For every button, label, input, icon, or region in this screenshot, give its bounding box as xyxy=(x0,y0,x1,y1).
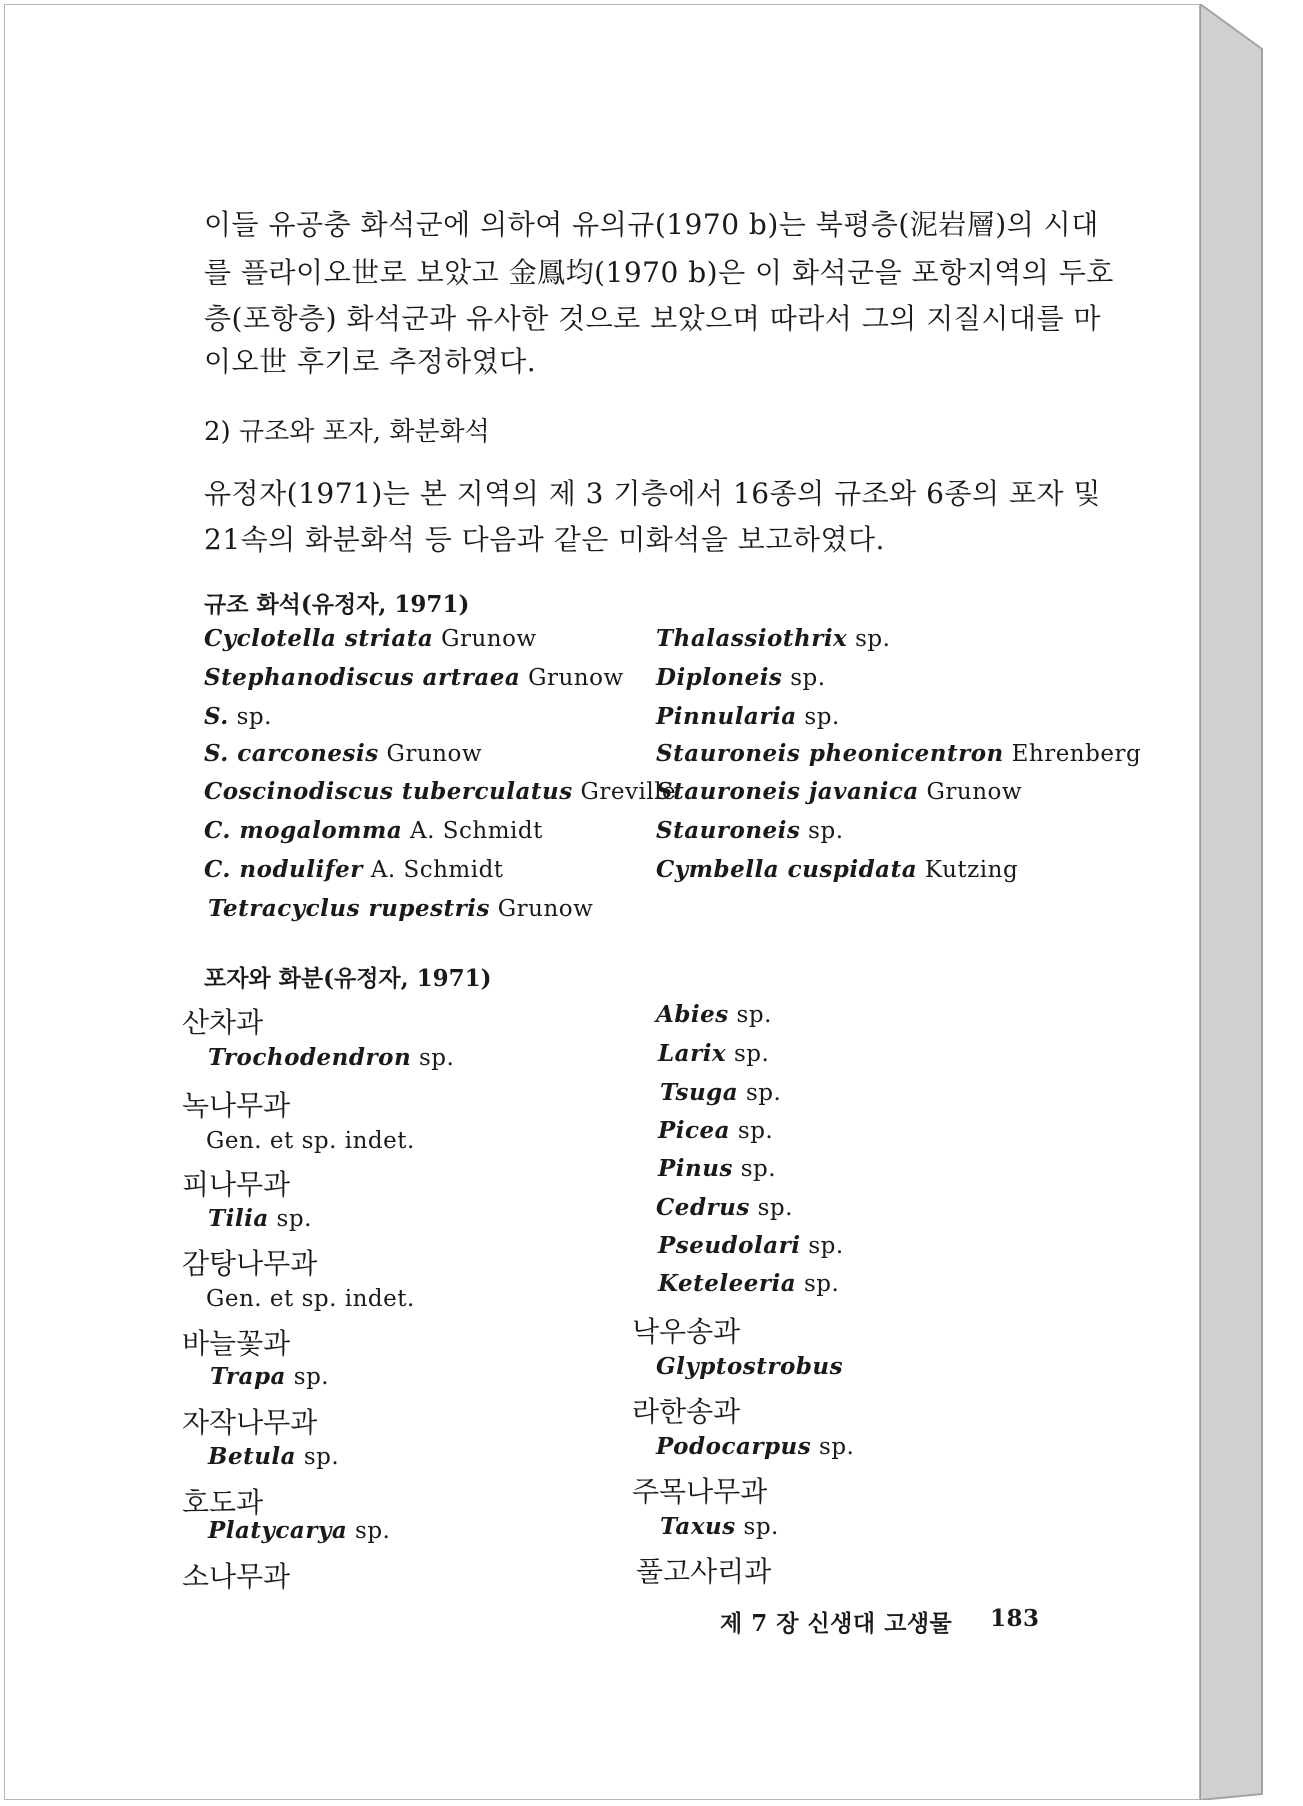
species-author: sp. xyxy=(782,665,826,691)
species-author: A. Schmidt xyxy=(362,857,504,883)
species-author: Greville xyxy=(572,779,677,805)
species-author: Ehrenberg xyxy=(1003,741,1142,767)
species-author: sp. xyxy=(796,704,840,730)
genus-name: Platycarya xyxy=(208,1517,348,1544)
pollen-genus xyxy=(656,1433,854,1460)
diatom-species xyxy=(656,740,1141,767)
species-name: C. mogalomma xyxy=(204,817,403,844)
species-name: Diploneis xyxy=(656,664,783,691)
genus-name: Keteleeria xyxy=(658,1270,797,1297)
pollen-genus xyxy=(660,1079,781,1106)
species-author: Grunow xyxy=(918,779,1023,805)
genus-author: sp. xyxy=(800,1233,844,1259)
pollen-genus xyxy=(656,1194,793,1221)
pollen-genus xyxy=(208,1443,339,1470)
genus-author: sp. xyxy=(268,1206,312,1232)
pollen-genus xyxy=(658,1232,844,1259)
diatom-species xyxy=(656,703,840,730)
genus-author: sp. xyxy=(735,1514,779,1540)
genus-name: Pinus xyxy=(658,1155,733,1182)
species-author: sp. xyxy=(847,626,891,652)
genus-author: sp. xyxy=(730,1118,774,1144)
species-name: Stauroneis javanica xyxy=(656,778,919,805)
paragraph-2-line-1: 유정자(1971)는 본 지역의 제 3 기층에서 16종의 규조와 6종의 포자 및 xyxy=(204,477,1101,510)
diatom-species xyxy=(204,778,676,805)
species-name: C. nodulifer xyxy=(204,856,363,883)
species-name: Coscinodiscus tuberculatus xyxy=(204,778,573,805)
pollen-genus xyxy=(658,1117,773,1144)
diatom-species xyxy=(656,778,1022,805)
pollen-genus xyxy=(210,1363,329,1390)
species-author: sp. xyxy=(228,704,272,730)
family-name: 산차과 xyxy=(182,1006,264,1039)
page-number: 183 xyxy=(990,1605,1040,1632)
diatom-species xyxy=(204,664,624,691)
genus-author: sp. xyxy=(738,1080,782,1106)
family-name: 자작나무과 xyxy=(182,1406,318,1439)
genus-author: sp. xyxy=(347,1518,391,1544)
genus-name: Betula xyxy=(208,1443,297,1470)
book-spine-edge xyxy=(1200,4,1266,1800)
genus-author: sp. xyxy=(296,1444,340,1470)
species-author: A. Schmidt xyxy=(402,818,543,844)
genus-name: Abies xyxy=(656,1001,729,1028)
family-name: 라한송과 xyxy=(632,1395,741,1428)
genus-name: Glyptostrobus xyxy=(656,1353,844,1380)
species-name: Cymbella cuspidata xyxy=(656,856,918,883)
genus-name: Podocarpus xyxy=(656,1433,812,1460)
diatom-species xyxy=(204,817,543,844)
genus-name: Tilia xyxy=(208,1205,269,1232)
section-heading: 2) 규조와 포자, 화분화석 xyxy=(204,417,490,447)
species-name: Pinnularia xyxy=(656,703,797,730)
species-author: Kutzing xyxy=(917,857,1019,883)
family-name: 녹나무과 xyxy=(182,1089,291,1122)
genus-author: sp. xyxy=(411,1045,455,1071)
species-name: S. carconesis xyxy=(204,740,379,767)
genus-author: Gen. et sp. indet. xyxy=(206,1128,415,1154)
genus-name: Pseudolari xyxy=(658,1232,801,1259)
diatom-species xyxy=(208,895,593,922)
diatom-species xyxy=(656,856,1018,883)
diatom-species xyxy=(204,625,537,652)
genus-author: sp. xyxy=(732,1156,777,1182)
genus-name: Taxus xyxy=(660,1513,736,1540)
diatom-species xyxy=(656,664,826,691)
species-author: Grunow xyxy=(433,626,537,652)
paragraph-2-line-2: 21속의 화분화석 등 다음과 같은 미화석을 보고하였다. xyxy=(204,523,885,556)
pollen-genus xyxy=(658,1040,769,1067)
species-author: Grunow xyxy=(489,896,594,922)
genus-author: sp. xyxy=(726,1041,770,1067)
paragraph-1-line-3: 층(포항층) 화석군과 유사한 것으로 보았으며 따라서 그의 지질시대를 마 xyxy=(204,302,1101,335)
pollen-genus xyxy=(656,1353,843,1380)
family-name: 호도과 xyxy=(182,1486,264,1519)
species-name: S. xyxy=(204,703,229,730)
diatom-species xyxy=(204,703,272,730)
species-name: Stephanodiscus artraea xyxy=(204,664,521,691)
species-name: Stauroneis xyxy=(656,817,801,844)
family-name: 낙우송과 xyxy=(632,1315,741,1348)
family-name: 풀고사리과 xyxy=(636,1555,772,1588)
family-name: 감탕나무과 xyxy=(182,1247,318,1280)
species-author: Grunow xyxy=(378,741,483,767)
diatom-species xyxy=(204,856,504,883)
diatom-species xyxy=(204,740,482,767)
pollen-genus xyxy=(206,1127,415,1154)
diatom-list-header: 규조 화석(유정자, 1971) xyxy=(204,591,470,618)
species-name: Cyclotella striata xyxy=(204,625,434,652)
pollen-genus xyxy=(208,1205,312,1232)
species-author: sp. xyxy=(800,818,844,844)
paragraph-1-line-4: 이오世 후기로 추정하였다. xyxy=(204,345,537,378)
species-name: Stauroneis pheonicentron xyxy=(656,740,1004,767)
genus-name: Trochodendron xyxy=(208,1044,412,1071)
family-name: 소나무과 xyxy=(182,1560,291,1593)
pollen-genus xyxy=(658,1155,776,1182)
species-author: Grunow xyxy=(520,665,624,691)
genus-name: Cedrus xyxy=(656,1194,750,1221)
family-name: 바늘꽃과 xyxy=(182,1327,291,1360)
pollen-list-header: 포자와 화분(유정자, 1971) xyxy=(204,965,492,992)
family-name: 피나무과 xyxy=(182,1168,291,1201)
genus-author: sp. xyxy=(285,1364,330,1390)
pollen-genus xyxy=(658,1270,839,1297)
paragraph-1-line-2: 를 플라이오世로 보았고 金鳳均(1970 b)은 이 화석군을 포항지역의 두호 xyxy=(204,256,1114,289)
genus-author: sp. xyxy=(796,1271,840,1297)
pollen-genus xyxy=(206,1285,415,1312)
genus-name: Trapa xyxy=(210,1363,286,1390)
diatom-species xyxy=(656,817,844,844)
pollen-genus xyxy=(660,1513,779,1540)
genus-author: sp. xyxy=(728,1002,772,1028)
species-name: Thalassiothrix xyxy=(656,625,848,652)
running-footer: 제 7 장 신생대 고생물 xyxy=(720,1610,953,1637)
pollen-genus xyxy=(208,1517,390,1544)
genus-name: Larix xyxy=(658,1040,727,1067)
diatom-species xyxy=(656,625,890,652)
genus-author: sp. xyxy=(811,1434,855,1460)
species-name: Tetracyclus rupestris xyxy=(208,895,490,922)
pollen-genus xyxy=(208,1044,454,1071)
genus-author: Gen. et sp. indet. xyxy=(206,1286,415,1312)
family-name: 주목나무과 xyxy=(632,1475,768,1508)
paragraph-1-line-1: 이들 유공충 화석군에 의하여 유의규(1970 b)는 북평층(泥岩層)의 시대 xyxy=(204,208,1099,241)
genus-name: Tsuga xyxy=(660,1079,739,1106)
pollen-genus xyxy=(656,1001,772,1028)
genus-author: sp. xyxy=(749,1195,793,1221)
genus-name: Picea xyxy=(658,1117,731,1144)
